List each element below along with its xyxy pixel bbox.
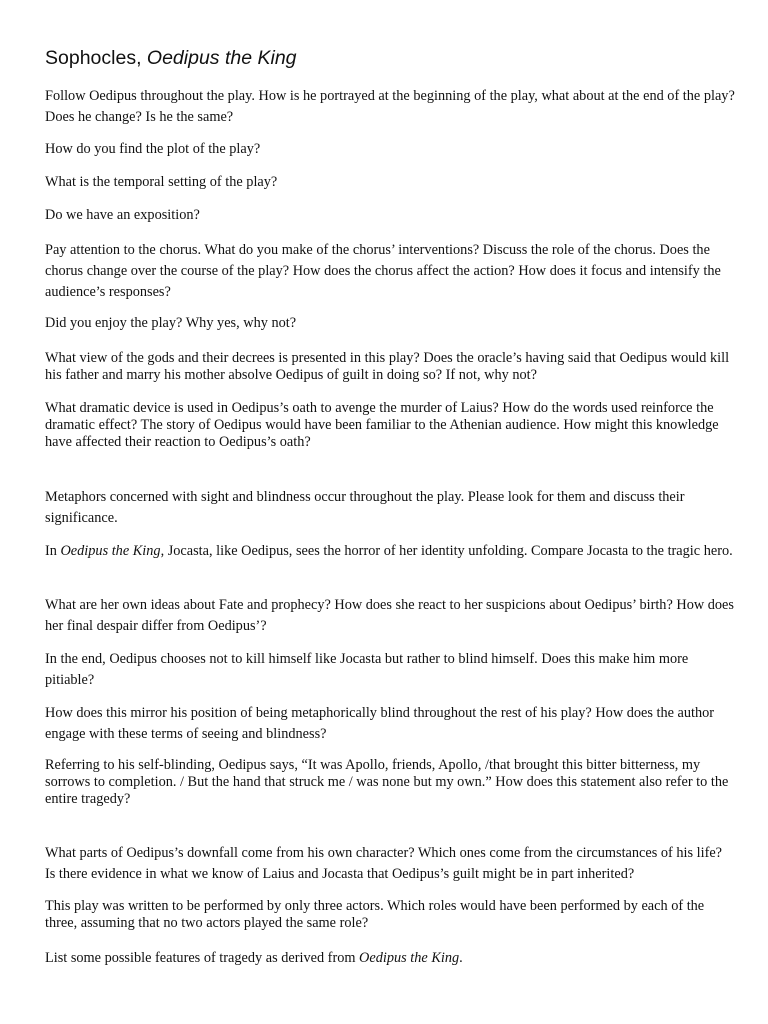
final-question-suffix: . xyxy=(459,950,463,966)
question-paragraph: What view of the gods and their decrees is presented in this play? Does the oracle’s having said that Oedipus would kill his father and marry his mother absolve Oedipus of guilt in doing so? If not, why not? xyxy=(45,350,730,383)
question-paragraph: What is the temporal setting of the play? xyxy=(45,174,278,190)
question-paragraph: How do you find the plot of the play? xyxy=(45,141,261,157)
jocasta-question-work: Oedipus the King xyxy=(60,543,161,559)
question-paragraph: How does this mirror his position of being metaphorically blind throughout the rest of his play? How does the author engage with these terms of seeing and blindness? xyxy=(45,705,715,742)
final-question xyxy=(45,950,735,967)
question-paragraph: Pay attention to the chorus. What do you make of the chorus’ interventions? Discuss the role of the chorus. Does the chorus change over the course of the play? How does the chorus affect the action? How does it focus and intensify the audience’s responses? xyxy=(45,242,721,300)
title-author: Sophocles, xyxy=(45,47,147,69)
document-title xyxy=(45,46,297,70)
question-paragraph: Did you enjoy the play? Why yes, why not? xyxy=(45,315,297,331)
question-paragraph: What are her own ideas about Fate and prophecy? How does she react to her suspicions about Oedipus’ birth? How does her final despair differ from Oedipus’? xyxy=(45,597,734,634)
jocasta-question-prefix: In xyxy=(45,543,61,559)
question-paragraph: What parts of Oedipus’s downfall come from his own character? Which ones come from the circumstances of his life? Is there evidence in what we know of Laius and Jocasta that Oedipus’s guilt might be in part inherited? xyxy=(45,845,723,882)
question-paragraph: Referring to his self-blinding, Oedipus says, “It was Apollo, friends, Apollo, /that brought this bitter bitterness, my sorrows to completion. / But the hand that struck me / was none but my own.” How does this statement also refer to the entire tragedy? xyxy=(45,757,729,807)
title-work: Oedipus the King xyxy=(146,47,297,69)
jocasta-question-suffix: , Jocasta, like Oedipus, sees the horror of her identity unfolding. Compare Jocasta to the tragic hero. xyxy=(160,543,733,559)
question-paragraph: Metaphors concerned with sight and blindness occur throughout the play. Please look for them and discuss their significance. xyxy=(45,489,685,526)
final-question-work: Oedipus the King xyxy=(359,950,460,966)
question-paragraph: In the end, Oedipus chooses not to kill himself like Jocasta but rather to blind himself. Does this make him more pitiable? xyxy=(45,651,689,688)
question-paragraph: Follow Oedipus throughout the play. How is he portrayed at the beginning of the play, what about at the end of the play? Does he change? Is he the same? xyxy=(45,88,735,125)
question-paragraph: This play was written to be performed by only three actors. Which roles would have been performed by each of the three, assuming that no two actors played the same role? xyxy=(45,898,705,931)
final-question-prefix: List some possible features of tragedy as derived from xyxy=(45,950,360,966)
question-paragraph: Do we have an exposition? xyxy=(45,207,200,223)
question-paragraph: What dramatic device is used in Oedipus’s oath to avenge the murder of Laius? How do the words used reinforce the dramatic effect? The story of Oedipus would have been familiar to the Athenian audience. How might this knowledge have affected their reaction to Oedipus’s oath? xyxy=(45,400,719,450)
jocasta-question xyxy=(45,541,735,562)
